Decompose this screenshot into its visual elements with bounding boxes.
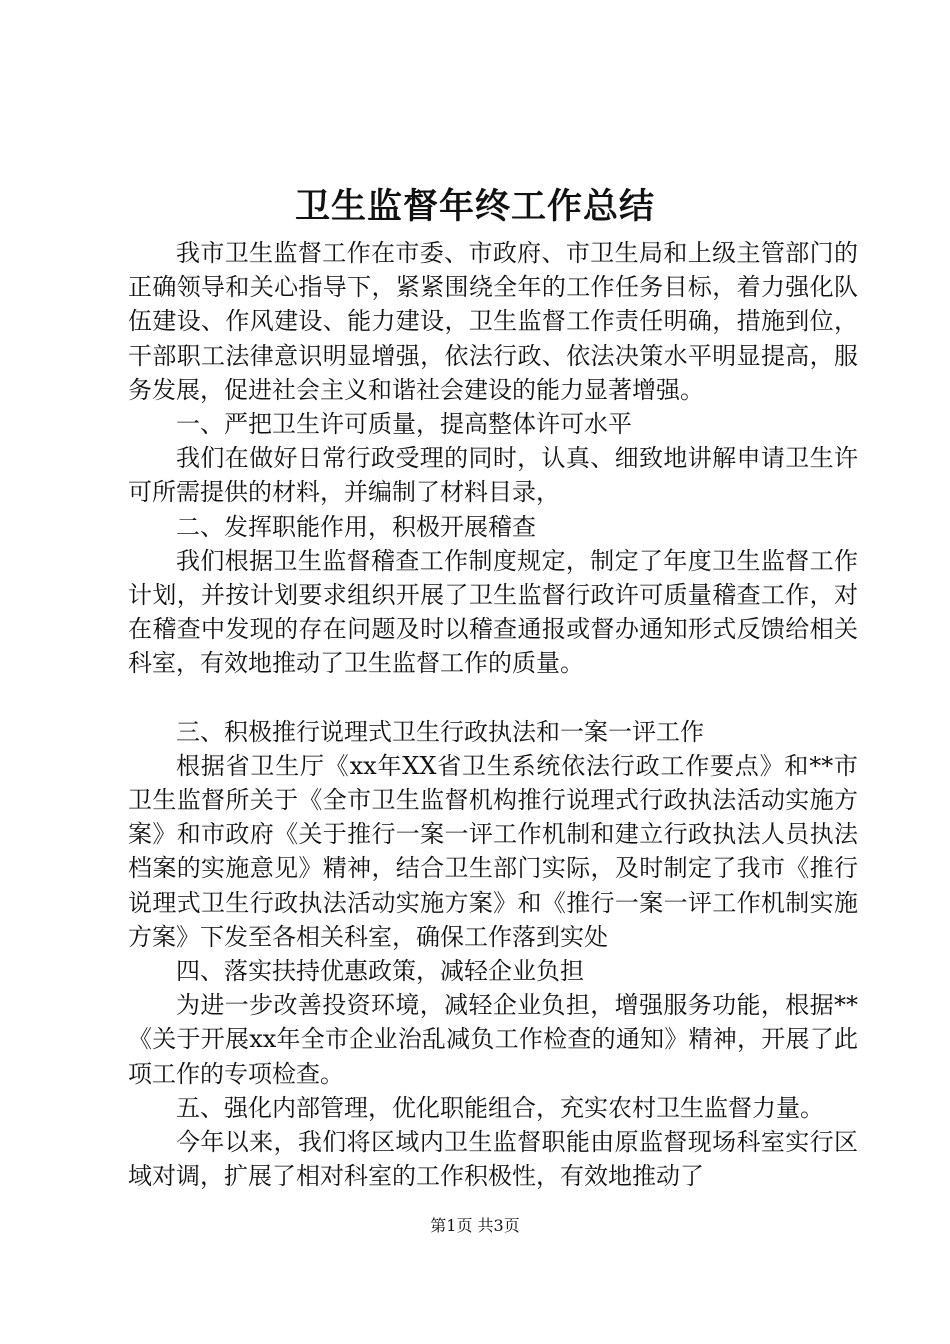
page-footer: 第1页 共3页	[430, 1216, 520, 1235]
blank-line	[128, 681, 858, 715]
document-body	[128, 236, 858, 1193]
section-heading-5: 五、强化内部管理，优化职能组合，充实农村卫生监督力量。	[176, 1093, 824, 1122]
section-heading-2: 二、发挥职能作用，积极开展稽查	[176, 512, 536, 541]
section-paragraph-1: 我们在做好日常行政受理的同时，认真、细致地讲解申请卫生许可所需提供的材料，并编制了材料目录，	[128, 444, 858, 507]
section-heading-4: 四、落实扶持优惠政策，减轻企业负担	[176, 957, 584, 986]
section-paragraph-3: 根据省卫生厅《xx年XX省卫生系统依法行政工作要点》和**市卫生监督所关于《全市卫生监督机构推行说理式行政执法活动实施方案》和市政府《关于推行一案一评工作机制和建立行政执法人员执法档案的实施意见》精神，结合卫生部门实际，及时制定了我市《推行说理式卫生行政执法活动实施方案》和《推行一案一评工作机制实施方案》下发至各相关科室，确保工作落到实处	[128, 751, 858, 951]
section-paragraph-2: 我们根据卫生监督稽查工作制度规定，制定了年度卫生监督工作计划，并按计划要求组织开展了卫生监督行政许可质量稽查工作，对在稽查中发现的存在问题及时以稽查通报或督办通知形式反馈给相关科室，有效地推动了卫生监督工作的质量。	[128, 546, 858, 678]
section-paragraph-4: 为进一步改善投资环境，减轻企业负担，增强服务功能，根据**《关于开展xx年全市企业治乱减负工作检查的通知》精神，开展了此项工作的专项检查。	[128, 991, 858, 1088]
section-heading-3: 三、积极推行说理式卫生行政执法和一案一评工作	[176, 717, 704, 746]
intro-paragraph: 我市卫生监督工作在市委、市政府、市卫生局和上级主管部门的正确领导和关心指导下，紧紧围绕全年的工作任务目标，着力强化队伍建设、作风建设、能力建设，卫生监督工作责任明确，措施到位，干部职工法律意识明显增强，依法行政、依法决策水平明显提高，服务发展，促进社会主义和谐社会建设的能力显著增强。	[128, 239, 858, 404]
section-paragraph-5: 今年以来，我们将区域内卫生监督职能由原监督现场科室实行区域对调，扩展了相对科室的工作积极性，有效地推动了	[128, 1128, 858, 1191]
section-heading-1: 一、严把卫生许可质量，提高整体许可水平	[176, 410, 632, 439]
document-title: 卫生监督年终工作总结	[294, 186, 655, 227]
